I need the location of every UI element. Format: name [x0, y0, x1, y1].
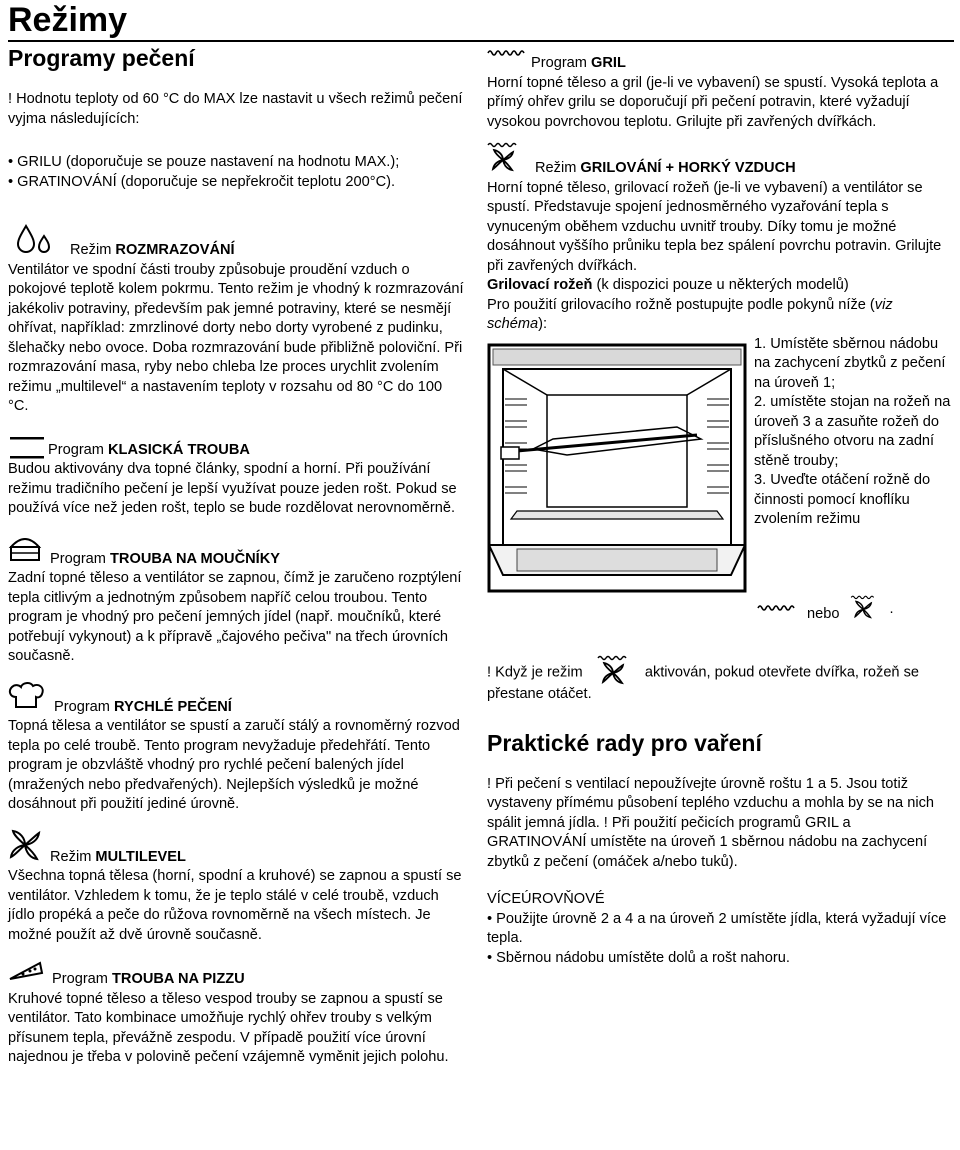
spit-note-pre: ! Když je režim	[487, 664, 583, 681]
intro-text: ! Hodnotu teploty od 60 °C do MAX lze nastavit u všech režimů pečení vyjma následujících:	[8, 91, 463, 127]
mode-grill-name: GRIL	[591, 55, 626, 71]
mode-grill-fan-name: GRILOVÁNÍ + HORKÝ VZDUCH	[580, 160, 796, 176]
mode-conventional-prefix: Program	[48, 441, 109, 458]
mode-grill-text: Horní topné těleso a gril (je-li ve vybavení) se spustí. Vysoká teplota a přímý ohřev grilu se doporučují při pečení potravin, které vyžadují vysokou povrchovou teplotu. Grilujte při zavřených dvířkách.	[487, 74, 939, 130]
spit-availability: (k dispozici pouze u některých modelů)	[592, 277, 849, 293]
spit-instructions-text: Pro použití grilovacího rožně postupujte podle pokynů níže (	[487, 296, 875, 313]
mode-grill	[487, 44, 947, 132]
oven-spit-diagram	[487, 343, 749, 593]
tips-bullet-1: • Použijte úrovně 2 a 4 a na úroveň 2 umístěte jídla, která vyžadují více tepla.	[487, 910, 947, 949]
spit-intro	[487, 276, 947, 296]
pizza-slice-icon	[8, 959, 44, 990]
mode-fast-text: Topná tělesa a ventilátor se spustí a zaručí stálý a rovnoměrný rozvod tepla po celé troubě. Tento program nevyžaduje předehřátí. Tento program je obzvláště vhodný pro rychlé pečení balených jídel (mražených nebo předvařených). Nejlepších výsledků je možné dosáhnout při použití jediné úrovně.	[8, 718, 460, 812]
mode-pastry-prefix: Program	[50, 550, 111, 567]
spit-diagram-section	[487, 335, 951, 597]
section-heading-programs: Programy pečení	[8, 45, 195, 71]
chef-hat-icon	[8, 681, 46, 718]
mode-pizza-name: TROUBA NA PIZZU	[112, 971, 245, 987]
mode-grill-fan-text: Horní topné těleso, grilovací rožeň (je-li ve vybavení) a ventilátor se spustí. Představuje spojení jednosměrného vyzařování tepla s vynuceným oběhem vzduchu uvnitř trouby. Díky tomu je možné dosáhnout vyššího průniku tepla bez spálení povrchu potravin. Grilujte při zavřených dvířkách.	[487, 179, 942, 274]
mode-multilevel-prefix: Režim	[50, 848, 96, 865]
mode-pizza-prefix: Program	[52, 971, 113, 987]
mode-fast-name: RYCHLÉ PEČENÍ	[114, 698, 232, 715]
spit-step-1: 1. Umístěte sběrnou nádobu na zachycení zbytků z pečení na úroveň 1;	[754, 335, 946, 391]
mode-grill-prefix: Program	[531, 55, 592, 71]
tips-bullet-2: • Sběrnou nádobu umístěte dolů a rošt nahoru.	[487, 949, 947, 969]
grill-element-icon	[487, 44, 527, 64]
grill-fan-icon	[849, 595, 879, 626]
grill-element-icon	[757, 600, 797, 620]
grill-fan-icon	[487, 142, 521, 179]
grill-fan-icon	[597, 655, 631, 685]
mode-defrost	[8, 222, 466, 417]
mode-conventional-name: KLASICKÁ TROUBA	[108, 441, 250, 458]
spit-step-2: 2. umístěte stojan na rožeň na úroveň 3 a zasuňte rožeň do příslušného otvoru na zadní stěně trouby;	[754, 394, 951, 469]
nebo-end: .	[889, 601, 894, 617]
tips-paragraph: ! Při pečení s ventilací nepoužívejte úrovně roštu 1 a 5. Jsou totiž vystaveny přímému působení teplého vzduchu a mohla by se na nich spálit jemná jídla. ! Při použití pečicích programů GRIL a GRATINOVÁNÍ umístěte na úroveň 1 sběrnou nádobu na zachycení zbytků z pečení (omáček a/nebo tuků).	[487, 775, 934, 870]
mode-conventional	[8, 431, 466, 519]
fan-icon	[8, 829, 42, 868]
mode-fast-prefix: Program	[54, 698, 115, 715]
spit-title: Grilovací rožeň	[487, 277, 593, 293]
mode-multilevel	[8, 829, 466, 946]
page-header	[8, 0, 954, 42]
mode-defrost-prefix: Režim	[70, 242, 116, 258]
mode-grill-fan-prefix: Režim	[535, 160, 581, 176]
spit-steps	[754, 335, 954, 530]
mode-pizza	[8, 959, 466, 1068]
mode-pastry	[8, 533, 466, 667]
spit-note-post: aktivován, pokud otevřete dvířka, rožeň se přestane otáčet.	[487, 664, 920, 702]
nebo-text: nebo	[807, 606, 840, 622]
mode-defrost-text: Ventilátor ve spodní části trouby způsobuje proudění vzduch o pokojové teplotě kolem pokrmu. Tento režim je vhodný k rozmrazování jakékoliv potraviny, především pak jemné potraviny, které se nesmějí ohřívat, například: zmrzlinové dorty nebo dorty vyrobené z pudinku, šlehačky nebo ovoce. Doba rozmrazování bude přibližně poloviční. Při rozmrazování masa, ryby nebo chleba lze proces urychlit zvolením režimu „multilevel“ a nastavením teploty v rozsahu od 80 °C do 100 °C.	[8, 261, 464, 414]
mode-multilevel-text: Všechna topná tělesa (horní, spodní a kruhové) se zapnou a spustí se ventilátor. Vzhledem k tomu, že je teplo stálé v celé troubě, vzduch jídlo propéká a peče do růžova rovnoměrně na všech místech. Je možné použít až dvě úrovně současně.	[8, 868, 462, 943]
bullet-gratin: • GRATINOVÁNÍ (doporučuje se nepřekročit teplotu 200°C).	[8, 173, 466, 193]
spit-instructions	[487, 296, 947, 335]
mode-conventional-text: Budou aktivovány dva topné články, spodní a horní. Při používání režimu tradičního pečení je lepší využívat pouze jeden rošt. Pokud se používá více než jeden rošt, teplo se bude rozdělovat nerovnoměrně.	[8, 461, 457, 516]
spit-see-diagram: viz schéma	[487, 296, 893, 332]
defrost-drops-icon	[16, 222, 56, 261]
mode-fast	[8, 681, 466, 815]
bullet-grill: • GRILU (doporučuje se pouze nastavení na hodnotu MAX.);	[8, 153, 466, 173]
mode-pastry-name: TROUBA NA MOUČNÍKY	[110, 550, 280, 567]
mode-multilevel-name: MULTILEVEL	[95, 848, 186, 865]
mode-grill-fan	[487, 142, 947, 276]
page-title: Režimy	[8, 1, 128, 39]
mode-pizza-text: Kruhové topné těleso a těleso vespod trouby se zapnou a spustí se ventilátor. Tato kombinace umožňuje rychlý ohřev trouby s velkým přísunem tepla, převážně zespodu. V případě použití více úrovní najednou je třeba v polovině pečení vzájemně vyměnit jejich polohu.	[8, 990, 449, 1065]
left-column	[8, 44, 466, 1068]
tips-subheading: VÍCEÚROVŇOVÉ	[487, 891, 605, 907]
spit-instructions-end: ):	[538, 316, 548, 332]
section-heading-tips: Praktické rady pro vaření	[487, 729, 762, 756]
right-column	[487, 44, 951, 968]
spit-step-3: 3. Uveďte otáčení rožně do činnosti pomocí knoflíku zvolením režimu	[754, 472, 931, 527]
spit-mode-options	[757, 595, 947, 626]
spit-note	[487, 655, 947, 705]
mode-pastry-text: Zadní topné těleso a ventilátor se zapnou, čímž je zaručeno rozptýlení tepla citlivým a jednotným způsobem napříč celou troubou. Tento program je vhodný pro pečení jemných jídel (např. moučníků, které potřebují vykynout) a k přípravě „čajového pečiva" na třech úrovních současně.	[8, 570, 462, 664]
cake-icon	[8, 533, 42, 570]
mode-defrost-name: ROZMRAZOVÁNÍ	[115, 242, 235, 258]
